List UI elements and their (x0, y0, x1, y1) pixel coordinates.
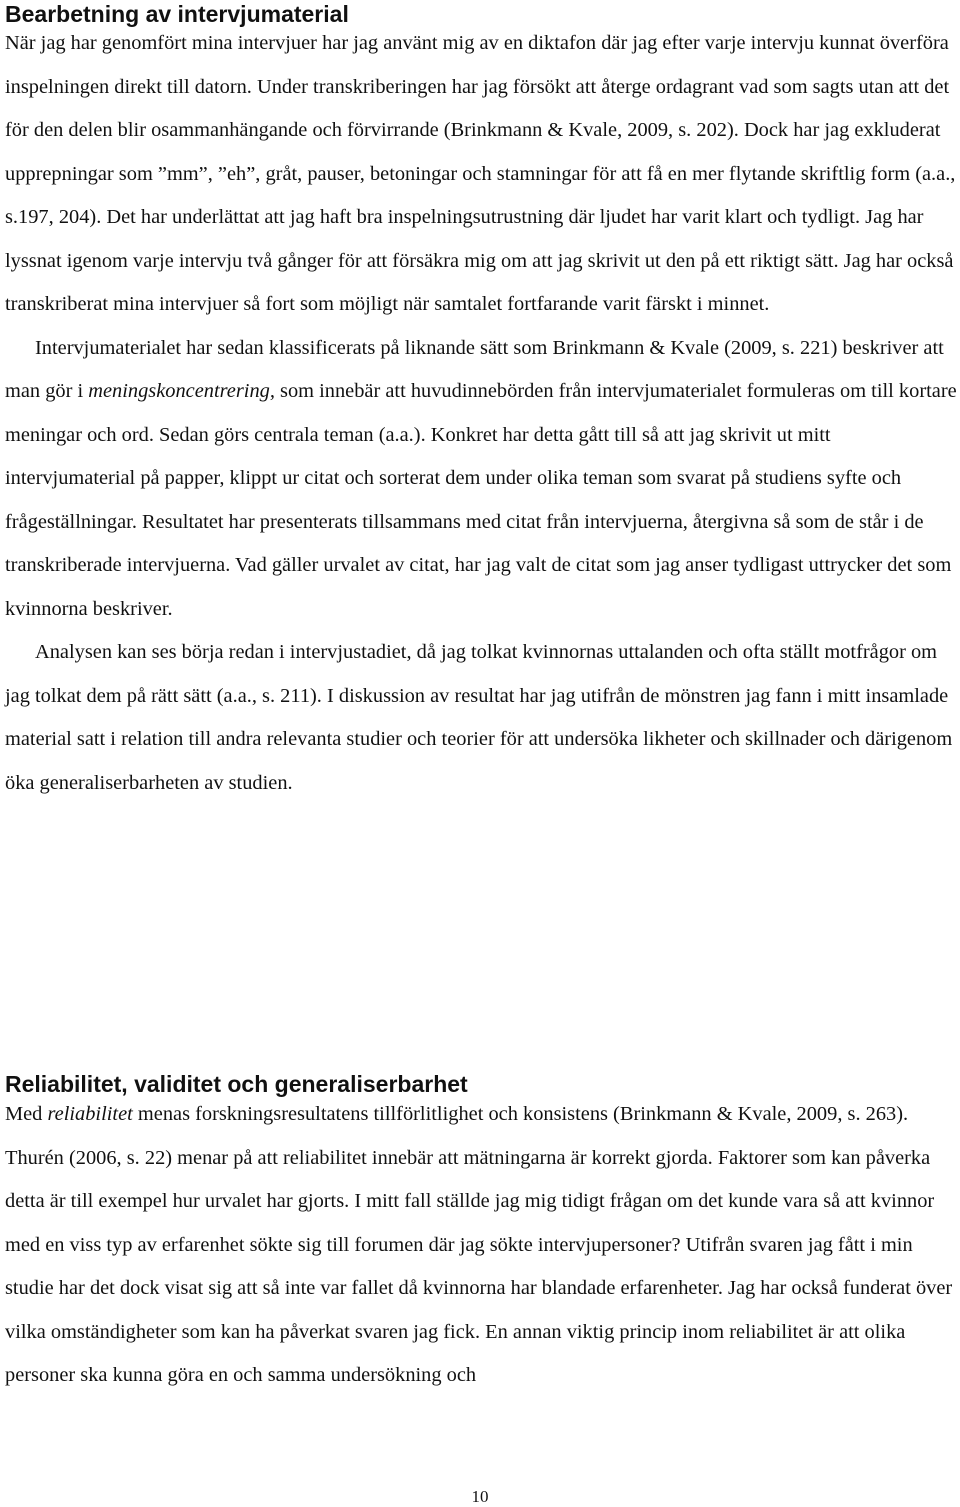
paragraph-text: Analysen kan ses börja redan i intervjustadiet, då jag tolkat kvinnornas uttalanden och ofta ställt motfrågor om jag tolkat dem på rätt sätt (a.a., s. 211). I diskussion av resultat har jag utifrån de mönstren jag fann i mitt insamlade material satt i relation till andra relevanta studier och teorier för att undersöka likheter och skillnader och därigenom öka generaliserbarheten av studien. (5, 641, 953, 794)
paragraph (5, 22, 960, 327)
page-number: 10 (471, 1487, 489, 1506)
paragraph-text: menas forskningsresultatens tillförlitlighet och konsistens (Brinkmann & Kvale, 2009, s. 263). Thurén (2006, s. 22) menar på att reliabilitet innebär att mätningarna är korrekt gjorda. Faktorer som kan påverka detta är till exempel hur urvalet har gjorts. I mitt fall ställde jag mig tidigt frågan om det kunde vara så att kvinnor med en viss typ av erfarenhet sökte sig till forumen där jag sökte intervjupersoner? Utifrån svaren jag fått i min studie har det dock visat sig att så inte var fallet då kvinnorna har blandade erfarenheter. Jag har också funderat över vilka omständigheter som kan ha påverkat svaren jag fick. En annan viktig princip inom reliabilitet är att olika personer ska kunna göra en och samma undersökning och (5, 1103, 953, 1386)
paragraph (5, 631, 960, 805)
paragraph (5, 1093, 960, 1398)
emphasized-term: meningskoncentrering, (88, 380, 275, 402)
paragraph-text: som innebär att huvudinnebörden från intervjumaterialet formuleras om till kortare meningar och ord. Sedan görs centrala teman (a.a.). Konkret har detta gått till så att jag skrivit ut mitt intervjumaterial på papper, klippt ur citat och sorterat dem under olika teman som svarat på studiens syfte och frågeställningar. Resultatet har presenterats tillsammans med citat från intervjuerna, återgivna så som de står i de transkriberade intervjuerna. Vad gäller urvalet av citat, har jag valt de citat som jag anser tydligast uttrycker det som kvinnorna beskriver. (5, 380, 957, 620)
paragraph-text: Intervjumaterialet har sedan klassificerats på liknande sätt som Brinkmann & Kvale (2009, s. 221) beskriver att man gör i (5, 336, 944, 402)
section-heading: Bearbetning av intervjumaterial (5, 1, 349, 27)
emphasized-term: reliabilitet (47, 1103, 133, 1125)
paragraph (5, 327, 960, 632)
section-heading: Reliabilitet, validitet och generaliserbarhet (5, 1071, 468, 1097)
paragraph-text: Med (5, 1103, 48, 1125)
paragraph-text: När jag har genomfört mina intervjuer har jag använt mig av en diktafon där jag efter varje intervju kunnat överföra inspelningen direkt till datorn. Under transkriberingen har jag försökt att återge ordagrant vad som sagts utan att det för den delen blir osammanhängande och förvirrande (Brinkmann & Kvale, 2009, s. 202). Dock har jag exkluderat upprepningar som ”mm”, ”eh”, gråt, pauser, betoningar och stamningar för att få en mer flytande skriftlig form (a.a., s.197, 204). Det har underlättat att jag haft bra inspelningsutrustning där ljudet har varit klart och tydligt. Jag har lyssnat igenom varje intervju två gånger för att försäkra mig om att jag skrivit ut den på ett riktigt sätt. Jag har också transkriberat mina intervjuer så fort som möjligt när samtalet fortfarande varit färskt i minnet. (5, 32, 956, 315)
section-reliabilitet (5, 1070, 960, 1398)
section-bearbetning (5, 0, 960, 805)
